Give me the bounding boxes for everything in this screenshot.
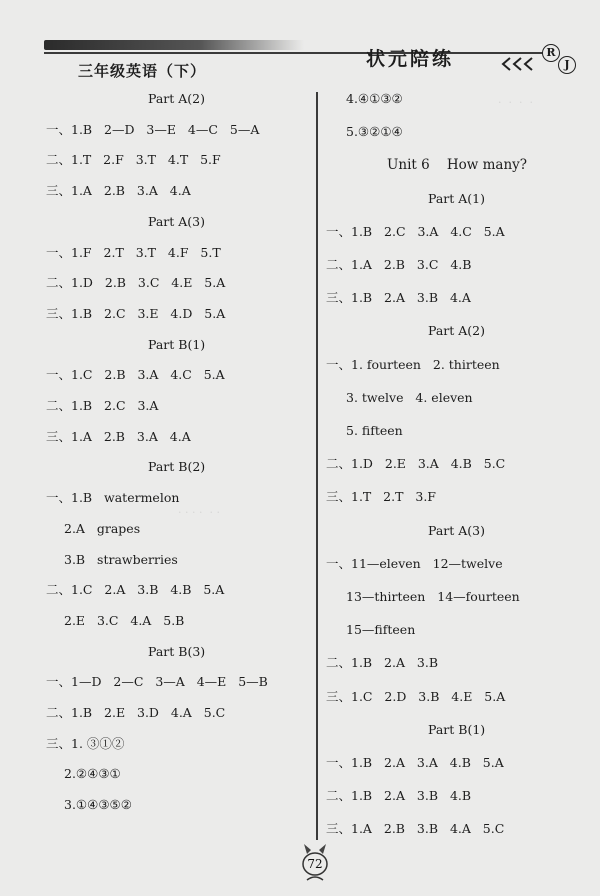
answer-line: 二、1.B 2.C 3.A: [46, 398, 159, 413]
page-number-badge: [298, 840, 332, 884]
section-heading: Part A(1): [428, 190, 486, 206]
answer-line: 三、1.T 2.T 3.F: [326, 489, 436, 505]
answer-line: 二、1.B 2.E 3.D 4.A 5.C: [46, 705, 226, 720]
answer-line: 二、1.T 2.F 3.T 4.T 5.F: [46, 152, 221, 168]
answer-line: 三、1.A 2.B 3.A 4.A: [46, 183, 191, 199]
section-heading: Part B(1): [428, 721, 486, 737]
answer-line: 5.③②①④: [346, 124, 403, 140]
answer-line: 2.A grapes: [64, 520, 141, 536]
answer-line: 一、1—D 2—C 3—A 4—E 5—B: [46, 674, 268, 690]
section-heading: Part A(2): [148, 91, 206, 106]
bleed-through-mark: · · · ·: [498, 96, 533, 109]
answer-line: 2.E 3.C 4.A 5.B: [64, 612, 185, 628]
unit-heading: Unit 6 How many?: [387, 157, 528, 174]
answer-line: 4.④①③②: [346, 91, 403, 106]
answer-line: 三、1.A 2.B 3.A 4.A: [46, 428, 191, 444]
answer-line: 一、1.B 2—D 3—E 4—C 5—A: [46, 121, 260, 137]
section-heading: Part A(2): [428, 323, 486, 339]
answer-line: 二、1.C 2.A 3.B 4.B 5.A: [46, 582, 225, 598]
answer-line: 三、1. ③①②: [46, 735, 125, 751]
page-number: 72: [307, 857, 323, 871]
answer-line: 二、1.B 2.A 3.B: [326, 655, 439, 671]
answer-line: 2.②④③①: [64, 766, 121, 782]
section-heading: Part A(3): [428, 522, 486, 538]
edition-badge-j: J: [558, 56, 576, 74]
edition-badge-r: R: [542, 44, 560, 62]
bleed-through-mark: · · · · · ·: [178, 506, 220, 519]
header-rule: [44, 52, 544, 54]
answer-line: 二、1.A 2.B 3.C 4.B: [326, 257, 472, 272]
section-heading: Part B(2): [148, 459, 206, 475]
answer-line: 3. twelve 4. eleven: [346, 389, 473, 405]
triple-chevron-left-icon: [500, 56, 540, 72]
answer-line: 一、1.F 2.T 3.T 4.F 5.T: [46, 244, 221, 260]
series-title: 状元陪练: [366, 48, 455, 70]
header-band: [44, 40, 304, 50]
answer-line: 一、1.C 2.B 3.A 4.C 5.A: [46, 367, 225, 383]
column-divider: [316, 92, 318, 840]
answer-line: 二、1.B 2.A 3.B 4.B: [326, 788, 472, 804]
answer-line: 一、1.B 2.C 3.A 4.C 5.A: [326, 223, 505, 239]
section-heading: Part B(3): [148, 643, 206, 659]
answer-line: 3.①④③⑤②: [64, 797, 132, 813]
answer-line: 15—fifteen: [346, 622, 416, 638]
answer-line: 三、1.A 2.B 3.B 4.A 5.C: [326, 821, 505, 837]
answer-line: 5. fifteen: [346, 423, 403, 438]
answer-line: 二、1.D 2.B 3.C 4.E 5.A: [46, 275, 226, 291]
answer-line: 二、1.D 2.E 3.A 4.B 5.C: [326, 456, 506, 472]
answer-line: 一、11—eleven 12—twelve: [326, 555, 503, 571]
answer-line: 三、1.B 2.A 3.B 4.A: [326, 290, 471, 306]
section-heading: Part A(3): [148, 213, 206, 229]
answer-line: 一、1.B watermelon: [46, 490, 180, 506]
answer-line: 3.B strawberries: [64, 551, 178, 567]
answer-line: 三、1.B 2.C 3.E 4.D 5.A: [46, 305, 226, 321]
subject-title: 三年级英语（下）: [78, 62, 207, 80]
answer-line: 一、1.B 2.A 3.A 4.B 5.A: [326, 755, 504, 770]
answer-line: 一、1. fourteen 2. thirteen: [326, 356, 500, 372]
answer-line: 三、1.C 2.D 3.B 4.E 5.A: [326, 688, 506, 704]
answer-line: 13—thirteen 14—fourteen: [346, 589, 520, 604]
section-heading: Part B(1): [148, 336, 206, 352]
